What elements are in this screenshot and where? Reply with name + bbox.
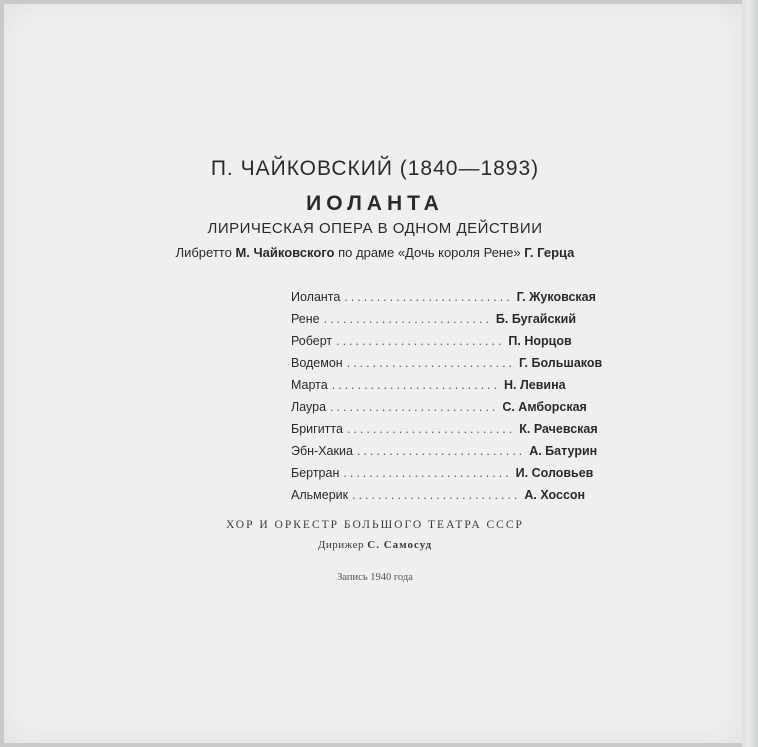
librettist-name: М. Чайковского xyxy=(235,245,335,260)
cast-role: Бригитта xyxy=(291,422,343,436)
cast-role: Эбн-Хакиа xyxy=(291,444,353,458)
leader-dots: .......................... xyxy=(323,312,492,326)
leader-dots: .......................... xyxy=(346,356,516,370)
cast-singer: К. Рачевская xyxy=(519,422,598,436)
conductor-credit xyxy=(4,539,746,551)
leader-dots: .......................... xyxy=(344,290,513,304)
leader-dots: .......................... xyxy=(356,444,526,458)
sleeve-spine-edge xyxy=(742,0,758,747)
leader-dots: .......................... xyxy=(346,422,516,436)
cast-singer: Б. Бугайский xyxy=(495,312,577,326)
cast-role: Роберт xyxy=(291,334,333,348)
libretto-prefix: Либретто xyxy=(175,245,232,260)
composer-heading: П. ЧАЙКОВСКИЙ (1840—1893) xyxy=(210,157,540,180)
cast-singer: П. Норцов xyxy=(508,334,572,348)
chorus-orchestra-credit: ХОР И ОРКЕСТР БОЛЬШОГО ТЕАТРА СССР xyxy=(226,519,524,531)
cast-row xyxy=(291,444,598,466)
cast-singer: И. Соловьев xyxy=(515,466,594,480)
cast-singer: Н. Левина xyxy=(504,378,566,392)
opera-title: ИОЛАНТА xyxy=(306,192,444,215)
cast-row xyxy=(291,422,598,444)
cast-row xyxy=(291,334,572,356)
leader-dots: .......................... xyxy=(330,400,499,414)
leader-dots: .......................... xyxy=(331,378,501,392)
cast-role: Марта xyxy=(291,378,328,392)
leader-dots: .......................... xyxy=(352,488,521,502)
cast-row xyxy=(291,378,566,400)
cast-row xyxy=(291,400,587,422)
conductor-label: Дирижер xyxy=(317,539,364,551)
cast-singer: С. Амборская xyxy=(502,400,587,414)
cast-row xyxy=(291,488,586,510)
cast-row xyxy=(291,466,594,488)
libretto-middle: по драме «Дочь короля Рене» xyxy=(338,245,521,260)
cast-role: Альмерик xyxy=(291,488,349,502)
leader-dots: .......................... xyxy=(343,466,512,480)
cast-list xyxy=(291,290,603,510)
back-cover-page xyxy=(4,4,742,743)
cast-role: Рене xyxy=(291,312,320,326)
opera-subtitle: ЛИРИЧЕСКАЯ ОПЕРА В ОДНОМ ДЕЙСТВИИ xyxy=(207,220,543,237)
cast-role: Водемон xyxy=(291,356,343,370)
cast-role: Бертран xyxy=(291,466,340,480)
conductor-name: С. Самосуд xyxy=(367,539,433,551)
recording-year: Запись 1940 года xyxy=(337,572,413,583)
cast-role: Лаура xyxy=(291,400,327,414)
cast-row xyxy=(291,290,596,312)
libretto-credit xyxy=(4,245,746,260)
playwright-name: Г. Герца xyxy=(524,245,575,260)
cast-row xyxy=(291,312,577,334)
cast-singer: А. Батурин xyxy=(529,444,598,458)
cast-singer: Г. Жуковская xyxy=(516,290,596,304)
cast-singer: Г. Большаков xyxy=(519,356,603,370)
cast-row xyxy=(291,356,603,378)
leader-dots: .......................... xyxy=(336,334,505,348)
cast-singer: А. Хоссон xyxy=(524,488,586,502)
cast-role: Иоланта xyxy=(291,290,341,304)
